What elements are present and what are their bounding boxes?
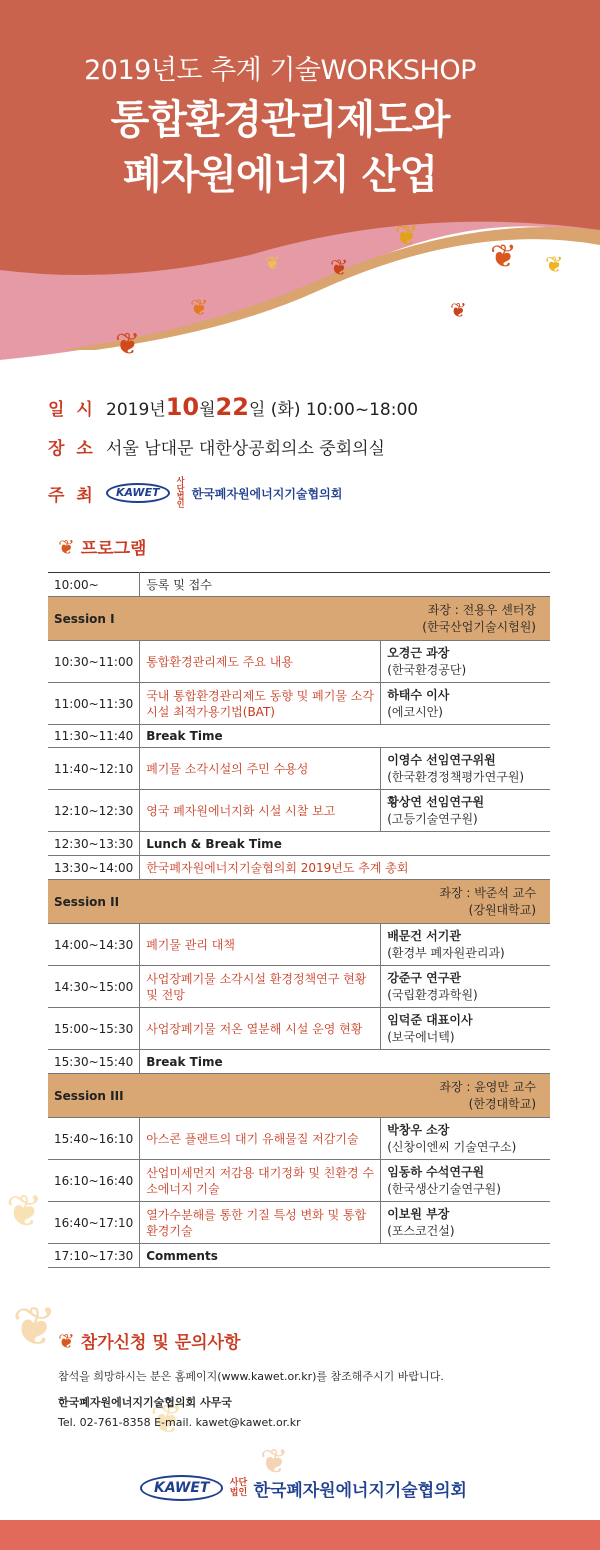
speaker-name: 이영수 선임연구위원 xyxy=(387,752,496,767)
inquiry-contact: Tel. 02-761-8358 E-mail. kawet@kawet.or.kr xyxy=(58,1416,301,1429)
speaker-cell xyxy=(381,748,550,790)
date-label: 일 시 xyxy=(48,399,96,420)
date-month-unit: 월 xyxy=(199,399,216,420)
table-row xyxy=(48,641,550,683)
speaker-name: 하태수 이사 xyxy=(387,687,450,702)
time-cell: 15:00~15:30 xyxy=(48,1008,140,1050)
inquiry-heading xyxy=(58,1328,240,1353)
speaker-name: 임덕준 대표이사 xyxy=(387,1012,473,1027)
maple-leaf-icon: ❦ xyxy=(330,256,349,281)
maple-leaf-icon: ❦ xyxy=(12,1295,58,1358)
date-prefix: 2019년 xyxy=(106,399,166,420)
time-cell: 17:10~17:30 xyxy=(48,1244,140,1268)
speaker-cell xyxy=(381,683,550,725)
date-month: 10 xyxy=(165,393,200,421)
speaker-name: 임동하 수석연구원 xyxy=(387,1164,485,1179)
speaker-cell xyxy=(381,641,550,683)
session-row xyxy=(48,1074,550,1118)
speaker-name: 박창우 소장 xyxy=(387,1122,450,1137)
table-row xyxy=(48,1244,550,1268)
subject-cell: 한국폐자원에너지기술협의회 2019년도 추계 총회 xyxy=(140,856,550,880)
table-row xyxy=(48,790,550,832)
time-cell: 14:30~15:00 xyxy=(48,966,140,1008)
chair-org: (강원대학교) xyxy=(468,902,536,917)
subject-cell: 사업장폐기물 저온 열분해 시설 운영 현황 xyxy=(140,1008,381,1050)
speaker-name: 이보원 부장 xyxy=(387,1206,450,1221)
speaker-cell xyxy=(381,1202,550,1244)
date-row xyxy=(48,393,418,421)
table-row xyxy=(48,1050,550,1074)
speaker-org: (한국환경정책평가연구원) xyxy=(387,769,525,784)
date-time: 일 (화) 10:00~18:00 xyxy=(248,399,419,420)
table-row xyxy=(48,1008,550,1050)
speaker-cell xyxy=(381,1118,550,1160)
table-row xyxy=(48,1160,550,1202)
maple-leaf-icon: ❦ xyxy=(58,534,75,559)
speaker-cell xyxy=(381,1008,550,1050)
subject-cell: Lunch & Break Time xyxy=(140,832,550,856)
program-heading-text: 프로그램 xyxy=(80,539,147,559)
chair-name: 좌장 : 박준석 교수 xyxy=(439,885,536,900)
kawet-logo: KAWET xyxy=(106,483,170,503)
table-row xyxy=(48,748,550,790)
footer-logo xyxy=(140,1475,467,1501)
subject-cell: Break Time xyxy=(140,725,550,748)
session-name: Session III xyxy=(48,1074,381,1118)
table-row xyxy=(48,924,550,966)
chair-org: (한경대학교) xyxy=(468,1096,536,1111)
chair-name: 좌장 : 전용우 센터장 xyxy=(427,602,536,617)
maple-leaf-icon: ❦ xyxy=(545,253,564,278)
kawet-logo: KAWET xyxy=(140,1475,223,1501)
time-cell: 12:30~13:30 xyxy=(48,832,140,856)
event-title-line2: 폐자원에너지 산업 xyxy=(122,152,438,198)
footer-org-name: 한국폐자원에너지기술협의회 xyxy=(253,1480,467,1501)
speaker-org: (한국생산기술연구원) xyxy=(387,1181,501,1196)
date-day: 22 xyxy=(215,393,249,421)
bottom-bar xyxy=(0,1520,600,1550)
subject-cell: 폐기물 소각시설의 주민 수용성 xyxy=(140,748,381,790)
subject-cell: 폐기물 관리 대책 xyxy=(140,924,381,966)
session-row xyxy=(48,880,550,924)
host-label: 주 최 xyxy=(48,485,96,506)
chair-cell xyxy=(381,1074,550,1118)
time-cell: 12:10~12:30 xyxy=(48,790,140,832)
subject-cell: 산업미세먼지 저감용 대기정화 및 친환경 수소에너지 기술 xyxy=(140,1160,381,1202)
speaker-org: (보국에너텍) xyxy=(387,1029,455,1044)
session-row xyxy=(48,597,550,641)
subject-cell: 영국 폐자원에너지화 시설 시찰 보고 xyxy=(140,790,381,832)
subject-cell: 사업장폐기물 소각시설 환경정책연구 현황 및 전망 xyxy=(140,966,381,1008)
subject-cell: 등록 및 접수 xyxy=(140,573,550,597)
maple-leaf-icon: ❦ xyxy=(450,298,467,322)
speaker-cell xyxy=(381,1160,550,1202)
maple-leaf-icon: ❦ xyxy=(58,1328,75,1353)
speaker-org: (환경부 폐자원관리과) xyxy=(387,945,505,960)
inquiry-note: 참석을 희망하시는 분은 홈페이지(www.kawet.or.kr)를 참조해주시기 바랍니다. xyxy=(58,1370,444,1383)
session-name: Session II xyxy=(48,880,381,924)
speaker-name: 강준구 연구관 xyxy=(387,970,461,985)
chair-org: (한국산업기술시험원) xyxy=(422,619,536,634)
subject-cell: 통합환경관리제도 주요 내용 xyxy=(140,641,381,683)
time-cell: 10:00~ xyxy=(48,573,140,597)
host-row xyxy=(48,477,342,509)
event-subtitle: 2019년도 추계 기술WORKSHOP xyxy=(84,55,476,86)
maple-leaf-icon: ❦ xyxy=(265,253,281,274)
table-row xyxy=(48,1118,550,1160)
time-cell: 11:00~11:30 xyxy=(48,683,140,725)
host-org-name: 한국폐자원에너지기술협의회 xyxy=(191,486,343,501)
chair-name: 좌장 : 윤영만 교수 xyxy=(439,1079,536,1094)
maple-leaf-icon: ❦ xyxy=(395,219,419,252)
maple-leaf-icon: ❦ xyxy=(490,237,517,275)
speaker-cell xyxy=(381,790,550,832)
table-row xyxy=(48,573,550,597)
speaker-name: 오경근 과장 xyxy=(387,645,450,660)
subject-cell: Comments xyxy=(140,1244,550,1268)
hero-banner xyxy=(0,0,600,380)
time-cell: 16:10~16:40 xyxy=(48,1160,140,1202)
maple-leaf-icon: ❦ xyxy=(150,1397,184,1443)
time-cell: 15:40~16:10 xyxy=(48,1118,140,1160)
speaker-org: (에코시안) xyxy=(387,704,443,719)
speaker-org: (한국환경공단) xyxy=(387,662,467,677)
subject-cell: Break Time xyxy=(140,1050,550,1074)
speaker-org: (포스코건설) xyxy=(387,1223,455,1238)
speaker-cell xyxy=(381,924,550,966)
subject-cell: 열가수분해를 통한 기질 특성 변화 및 통합환경기술 xyxy=(140,1202,381,1244)
time-cell: 10:30~11:00 xyxy=(48,641,140,683)
table-row xyxy=(48,725,550,748)
venue-label: 장 소 xyxy=(48,439,96,459)
corp-mark: 사단법인 xyxy=(229,1478,248,1498)
maple-leaf-icon: ❦ xyxy=(190,296,209,321)
speaker-org: (고등기술연구원) xyxy=(387,811,478,826)
time-cell: 16:40~17:10 xyxy=(48,1202,140,1244)
chair-cell xyxy=(381,880,550,924)
speaker-org: (신창이엔씨 기술연구소) xyxy=(387,1139,517,1154)
speaker-name: 배문건 서기관 xyxy=(387,928,461,943)
speaker-cell xyxy=(381,966,550,1008)
venue-text: 서울 남대문 대한상공회의소 중회의실 xyxy=(106,439,385,459)
program-table xyxy=(48,572,550,1268)
venue-row xyxy=(48,434,385,459)
table-row xyxy=(48,1202,550,1244)
table-row xyxy=(48,832,550,856)
time-cell: 13:30~14:00 xyxy=(48,856,140,880)
maple-leaf-icon: ❦ xyxy=(6,1186,43,1237)
table-row xyxy=(48,966,550,1008)
event-title-line1: 통합환경관리제도와 xyxy=(110,97,450,143)
subject-cell: 국내 통합환경관리제도 동향 및 폐기물 소각시설 최적가용기법(BAT) xyxy=(140,683,381,725)
chair-cell xyxy=(381,597,550,641)
table-row xyxy=(48,683,550,725)
corp-mark: 사단법인 xyxy=(176,476,185,509)
maple-leaf-icon: ❦ xyxy=(115,327,141,362)
inquiry-heading-text: 참가신청 및 문의사항 xyxy=(80,1333,241,1353)
time-cell: 14:00~14:30 xyxy=(48,924,140,966)
host-logo xyxy=(106,477,342,509)
speaker-name: 황상연 선임연구원 xyxy=(387,794,485,809)
speaker-org: (국립환경과학원) xyxy=(387,987,478,1002)
inquiry-office: 한국폐자원에너지기술협의회 사무국 xyxy=(58,1396,232,1409)
subject-cell: 아스콘 플랜트의 대기 유해물질 저감기술 xyxy=(140,1118,381,1160)
program-heading xyxy=(58,534,146,559)
table-row xyxy=(48,856,550,880)
time-cell: 11:30~11:40 xyxy=(48,725,140,748)
time-cell: 15:30~15:40 xyxy=(48,1050,140,1074)
time-cell: 11:40~12:10 xyxy=(48,748,140,790)
maple-leaf-icon: ❦ xyxy=(260,1442,289,1482)
session-name: Session I xyxy=(48,597,381,641)
